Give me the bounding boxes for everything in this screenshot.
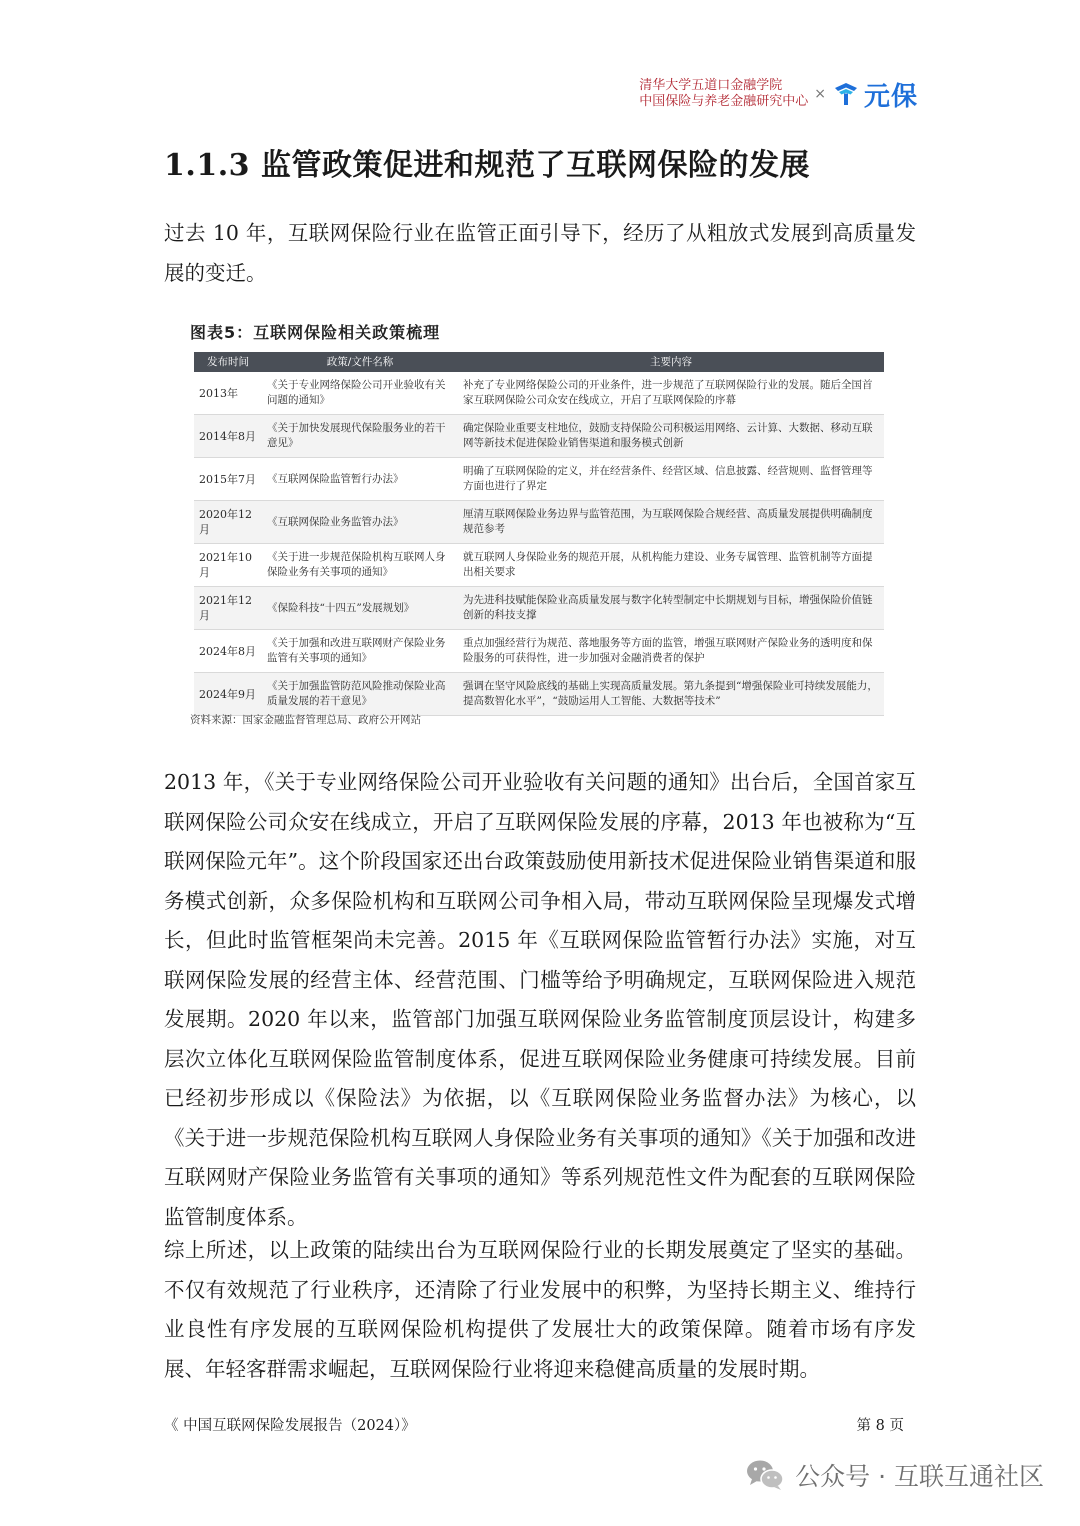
cell-date: 2014年8月 — [194, 415, 262, 458]
column-header-content: 主要内容 — [458, 352, 884, 372]
watermark-text: 公众号 · 互联互通社区 — [795, 1462, 1044, 1491]
cell-date: 2021年12月 — [194, 587, 262, 630]
cell-content: 明确了互联网保险的定义，并在经营条件、经营区域、信息披露、经营规则、监督管理等方面也进行了界定 — [458, 458, 884, 501]
table-row — [194, 458, 884, 501]
cell-content: 厘清互联网保险业务边界与监管范围，为互联网保险合规经营、高质量发展提供明确制度规范参考 — [458, 501, 884, 544]
summary-paragraph: 综上所述，以上政策的陆续出台为互联网保险行业的长期发展奠定了坚实的基础。不仅有效规范了行业秩序，还清除了行业发展中的积弊，为坚持长期主义、维持行业良性有序发展的互联网保险机构提供了发展壮大的政策保障。随着市场有序发展、年轻客群需求崛起，互联网保险行业将迎来稳健高质量的发展时期。 — [164, 1238, 916, 1381]
column-header-policy: 政策/文件名称 — [262, 352, 458, 372]
table-row — [194, 415, 884, 458]
cell-policy: 《关于加强监管防范风险推动保险业高质量发展的若干意见》 — [262, 673, 458, 716]
section-title: 1.1.3 监管政策促进和规范了互联网保险的发展 — [164, 148, 810, 183]
cell-content: 为先进科技赋能保险业高质量发展与数字化转型制定中长期规划与目标，增强保险价值链创新的科技支撑 — [458, 587, 884, 630]
cell-date: 2020年12月 — [194, 501, 262, 544]
footer-page-number: 第 8 页 — [856, 1418, 904, 1434]
cell-policy: 《关于专业网络保险公司开业验收有关问题的通知》 — [262, 372, 458, 415]
cell-date: 2021年10月 — [194, 544, 262, 587]
cell-policy: 《互联网保险监管暂行办法》 — [262, 458, 458, 501]
policy-table — [194, 352, 884, 716]
wechat-icon — [745, 1458, 785, 1492]
cell-policy: 《关于加快发展现代保险服务业的若干意见》 — [262, 415, 458, 458]
intro-paragraph: 过去 10 年，互联网保险行业在监管正面引导下，经历了从粗放式发展到高质量发展的变迁。 — [164, 221, 916, 285]
table-row — [194, 630, 884, 673]
cell-policy: 《关于加强和改进互联网财产保险业务监管有关事项的通知》 — [262, 630, 458, 673]
cell-date: 2024年8月 — [194, 630, 262, 673]
body-paragraph: 2013 年，《关于专业网络保险公司开业验收有关问题的通知》出台后，全国首家互联网保险公司众安在线成立，开启了互联网保险发展的序幕，2013 年也被称为“互联网保险元年”。这个阶段国家还出台政策鼓励使用新技术促进保险业销售渠道和服务模式创新，众多保险机构和互联网公司争相入局，带动互联网保险呈现爆发式增长，但此时监管框架尚未完善。2015 年《互联网保险监管暂行办法》实施，对互联网保险发展的经营主体、经营范围、门槛等给予明确规定，互联网保险进入规范发展期。2020 年以来，监管部门加强互联网保险业务监管制度顶层设计，构建多层次立体化互联网保险监管制度体系，促进互联网保险业务健康可持续发展。目前已经初步形成以《保险法》为依据，以《互联网保险业务监督办法》为核心，以《关于进一步规范保险机构互联网人身保险业务有关事项的通知》《关于加强和改进互联网财产保险业务监管有关事项的通知》等系列规范性文件为配套的互联网保险监管制度体系。 — [164, 770, 916, 1229]
header-logo — [639, 76, 918, 112]
figure-source: 资料来源：国家金融监督管理总局、政府公开网站 — [190, 714, 421, 726]
cross-separator: × — [814, 86, 826, 102]
cell-policy: 《关于进一步规范保险机构互联网人身保险业务有关事项的通知》 — [262, 544, 458, 587]
cell-policy: 《互联网保险业务监管办法》 — [262, 501, 458, 544]
cell-policy: 《保险科技“十四五”发展规划》 — [262, 587, 458, 630]
org-line-1: 清华大学五道口金融学院 — [639, 78, 783, 93]
figure-title: 图表5：互联网保险相关政策梳理 — [190, 323, 441, 342]
cell-content: 补充了专业网络保险公司的开业条件，进一步规范了互联网保险行业的发展。随后全国首家互联网保险公司众安在线成立，开启了互联网保险的序幕 — [458, 372, 884, 415]
footer-report-title: 《 中国互联网保险发展报告（2024）》 — [164, 1418, 416, 1434]
table-row — [194, 587, 884, 630]
org-name — [639, 78, 808, 110]
cell-content: 就互联网人身保险业务的规范开展，从机构能力建设、业务专属管理、监管机制等方面提出相关要求 — [458, 544, 884, 587]
table-row — [194, 372, 884, 415]
brand-logo-icon — [832, 80, 860, 108]
brand-name: 元保 — [863, 81, 918, 112]
watermark — [745, 1457, 1044, 1493]
org-line-2: 中国保险与养老金融研究中心 — [639, 94, 809, 109]
table-header-row — [194, 352, 884, 372]
cell-content: 重点加强经营行为规范、落地服务等方面的监管，增强互联网财产保险业务的透明度和保险服务的可获得性，进一步加强对金融消费者的保护 — [458, 630, 884, 673]
table-row — [194, 544, 884, 587]
cell-content: 确定保险业重要支柱地位，鼓励支持保险公司积极运用网络、云计算、大数据、移动互联网等新技术促进保险业销售渠道和服务模式创新 — [458, 415, 884, 458]
table-row — [194, 501, 884, 544]
cell-content: 强调在坚守风险底线的基础上实现高质量发展。第九条提到“增强保险业可持续发展能力，提高数智化水平”，“鼓励运用人工智能、大数据等技术” — [458, 673, 884, 716]
cell-date: 2015年7月 — [194, 458, 262, 501]
column-header-date: 发布时间 — [194, 352, 262, 372]
cell-date: 2024年9月 — [194, 673, 262, 716]
table-row — [194, 673, 884, 716]
cell-date: 2013年 — [194, 372, 262, 415]
